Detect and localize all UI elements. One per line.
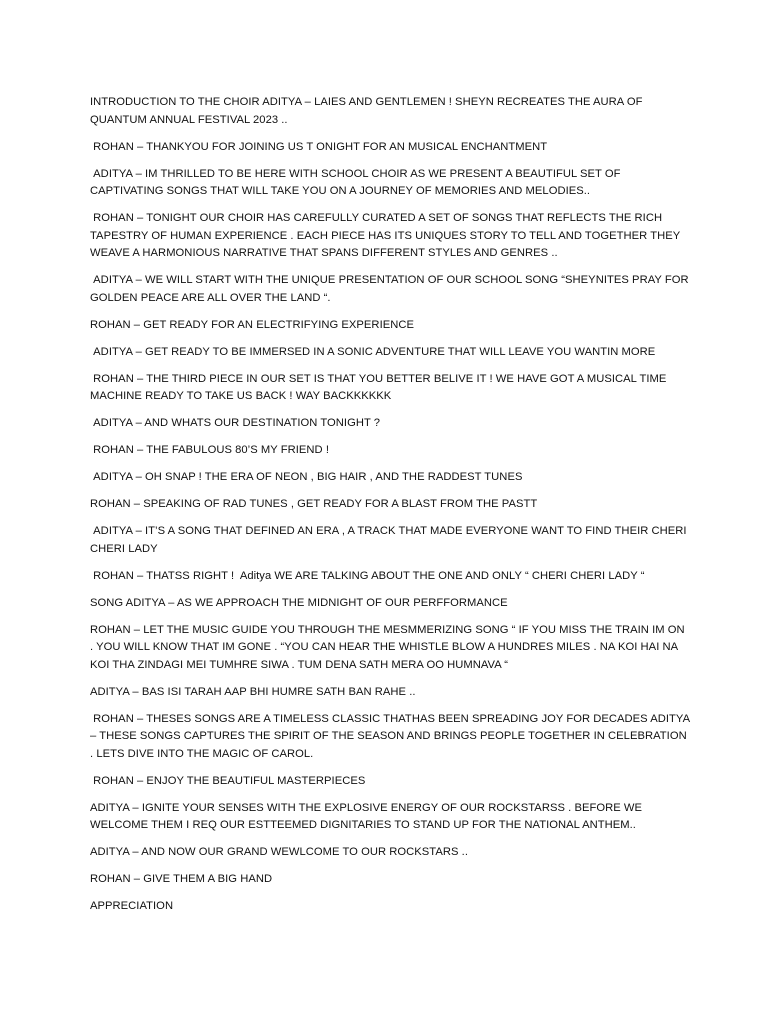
paragraph-rohan-cheri-lady: ROHAN – THATSS RIGHT ! Aditya WE ARE TALKING ABOUT THE ONE AND ONLY “ CHERI CHERI LADY “ xyxy=(90,569,645,582)
paragraph-aditya-school-song: ADITYA – WE WILL START WITH THE UNIQUE PRESENTATION OF OUR SCHOOL SONG “SHEYNITES PRAY FOR GOLDEN PEACE ARE ALL OVER THE LAND “. xyxy=(90,274,692,304)
paragraph-intro: INTRODUCTION TO THE CHOIR ADITYA – LAIES AND GENTLEMEN ! SHEYN RECREATES THE AURA OF QUANTUM ANNUAL FESTIVAL 2023 .. xyxy=(90,96,646,126)
paragraph-aditya-oh-snap: ADITYA – OH SNAP ! THE ERA OF NEON , BIG HAIR , AND THE RADDEST TUNES xyxy=(90,471,523,483)
paragraph-aditya-thrilled: ADITYA – IM THRILLED TO BE HERE WITH SCHOOL CHOIR AS WE PRESENT A BEAUTIFUL SET OF CAPTIVATING SONGS THAT WILL TAKE YOU ON A JOURNEY OF MEMORIES AND MELODIES.. xyxy=(90,167,624,197)
paragraph-aditya-sonic: ADITYA – GET READY TO BE IMMERSED IN A SONIC ADVENTURE THAT WILL LEAVE YOU WANTIN MORE xyxy=(90,345,656,358)
paragraph-aditya-grand-welcome: ADITYA – AND NOW OUR GRAND WEWLCOME TO OUR ROCKSTARS .. xyxy=(90,846,468,858)
paragraph-appreciation: APPRECIATION xyxy=(90,900,174,912)
paragraph-aditya-bas-isi: ADITYA – BAS ISI TARAH AAP BHI HUMRE SATH BAN RAHE .. xyxy=(90,685,416,698)
paragraph-rohan-train: ROHAN – LET THE MUSIC GUIDE YOU THROUGH THE MESMMERIZING SONG “ IF YOU MISS THE TRAIN IM ON . YOU WILL KNOW THAT IM GONE . “YOU CAN HEAR THE WHISTLE BLOW A HUNDRES MILES . NA KOI HAI NA KOI THA ZINDAGI MEI TUMHRE SIWA . TUM DENA SATH MERA OO HUMNAVA “ xyxy=(90,623,688,671)
paragraph-song-aditya-midnight: SONG ADITYA – AS WE APPROACH THE MIDNIGHT OF OUR PERFFORMANCE xyxy=(90,596,508,609)
paragraph-rohan-80s: ROHAN – THE FABULOUS 80’S MY FRIEND ! xyxy=(90,444,329,456)
paragraph-aditya-defined-era: ADITYA – IT’S A SONG THAT DEFINED AN ERA , A TRACK THAT MADE EVERYONE WANT TO FIND THEIR CHERI CHERI LADY xyxy=(90,525,690,555)
paragraph-rohan-masterpieces: ROHAN – ENJOY THE BEAUTIFUL MASTERPIECES xyxy=(90,774,366,787)
paragraph-rohan-third-piece: ROHAN – THE THIRD PIECE IN OUR SET IS THAT YOU BETTER BELIVE IT ! WE HAVE GOT A MUSICAL TIME MACHINE READY TO TAKE US BACK ! WAY BACKKKKKK xyxy=(90,372,670,402)
paragraph-rohan-big-hand: ROHAN – GIVE THEM A BIG HAND xyxy=(90,873,273,885)
paragraph-rohan-tonight: ROHAN – TONIGHT OUR CHOIR HAS CAREFULLY CURATED A SET OF SONGS THAT REFLECTS THE RICH TAPESTRY OF HUMAN EXPERIENCE . EACH PIECE HAS ITS UNIQUES STORY TO TELL AND TOGETHER THEY WEAVE A HARMONIOUS NARRATIVE THAT SPANS DIFFERENT STYLES AND GENRES .. xyxy=(90,212,684,259)
paragraph-rohan-get-ready: ROHAN – GET READY FOR AN ELECTRIFYING EXPERIENCE xyxy=(90,318,415,331)
paragraph-rohan-thankyou: ROHAN – THANKYOU FOR JOINING US T ONIGHT FOR AN MUSICAL ENCHANTMENT xyxy=(90,140,548,153)
paragraph-aditya-ignite: ADITYA – IGNITE YOUR SENSES WITH THE EXPLOSIVE ENERGY OF OUR ROCKSTARSS . BEFORE WE WELCOME THEM I REQ OUR ESTTEEMED DIGNITARIES TO STAND UP FOR THE NATIONAL ANTHEM.. xyxy=(90,801,646,831)
document-page xyxy=(90,94,693,925)
paragraph-rohan-timeless: ROHAN – THESES SONGS ARE A TIMELESS CLASSIC THATHAS BEEN SPREADING JOY FOR DECADES ADITYA – THESE SONGS CAPTURES THE SPIRIT OF THE SEASON AND BRINGS PEOPLE TOGETHER IN CELEBRATION . LETS DIVE INTO THE MAGIC OF CAROL. xyxy=(90,712,693,760)
paragraph-rohan-rad-tunes: ROHAN – SPEAKING OF RAD TUNES , GET READY FOR A BLAST FROM THE PASTT xyxy=(90,498,538,510)
paragraph-aditya-destination: ADITYA – AND WHATS OUR DESTINATION TONIGHT ? xyxy=(90,417,381,429)
